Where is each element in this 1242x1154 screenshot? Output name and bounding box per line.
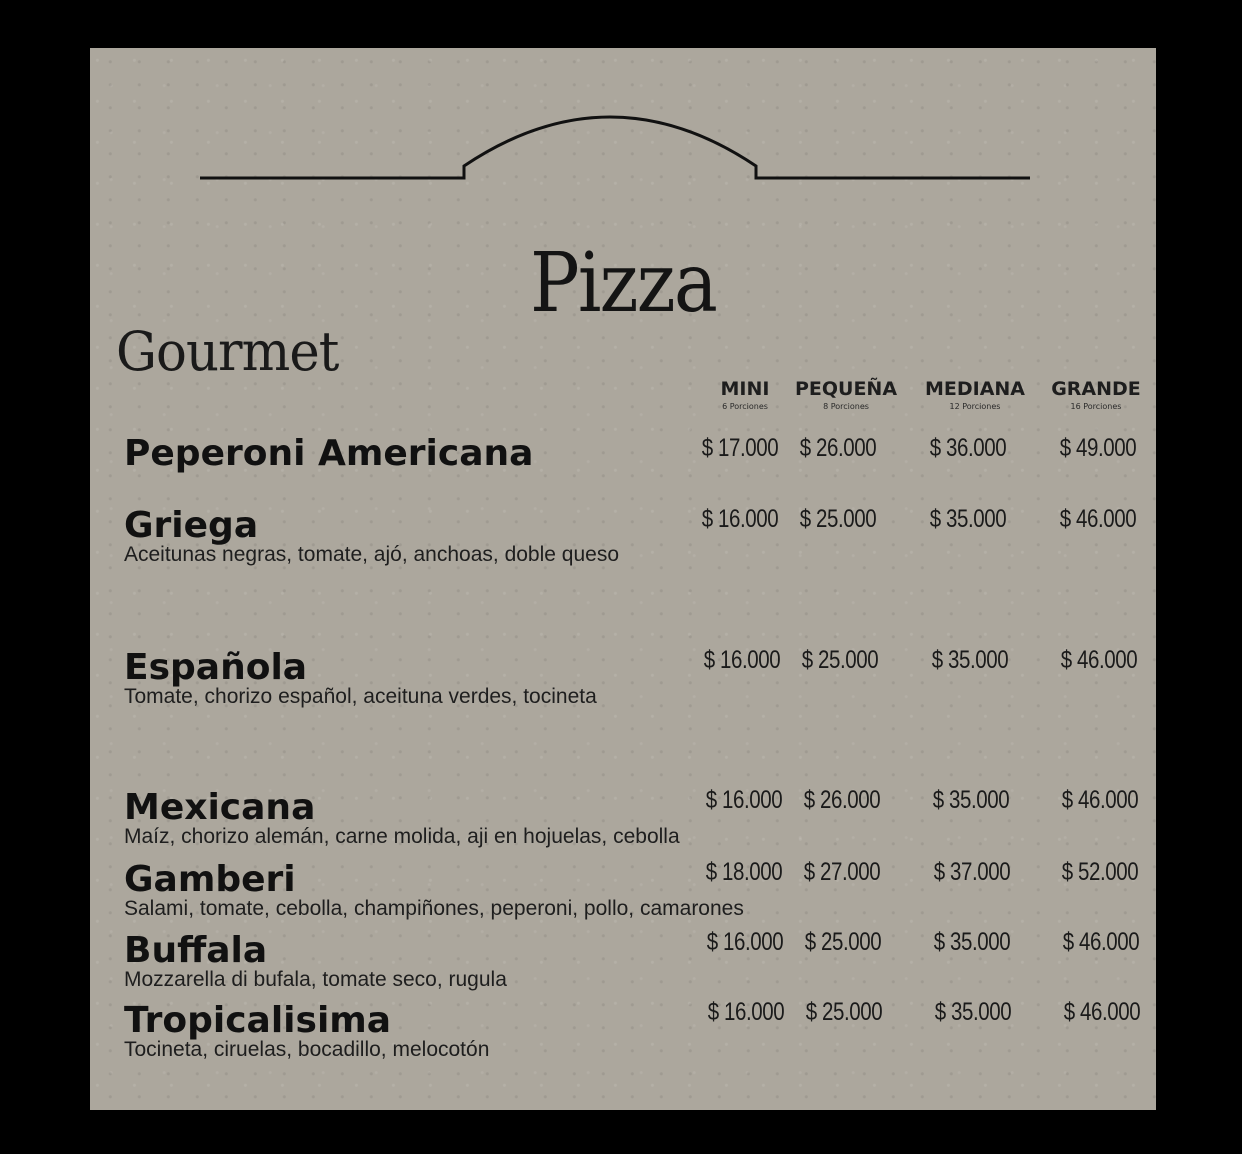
item-name: Peperoni Americana xyxy=(124,433,534,474)
menu-item-tropicalisima xyxy=(124,1001,489,1063)
price-mini: $ 16.000 xyxy=(703,646,781,674)
price-mediana: $ 37.000 xyxy=(933,858,1011,886)
price-mini: $ 16.000 xyxy=(701,505,779,533)
menu-item-gamberi xyxy=(124,860,744,922)
item-description: Maíz, chorizo alemán, carne molida, aji en hojuelas, cebolla xyxy=(124,825,680,848)
price-mediana: $ 35.000 xyxy=(932,786,1010,814)
item-name: Gamberi xyxy=(124,859,296,900)
menu-item-peperoni-americana xyxy=(124,434,533,474)
item-description: Aceitunas negras, tomate, ajó, anchoas, doble queso xyxy=(124,543,619,566)
item-description: Tomate, chorizo español, aceituna verdes, tocineta xyxy=(124,685,597,708)
item-name: Española xyxy=(124,647,308,688)
price-mini: $ 16.000 xyxy=(706,928,784,956)
item-name: Mexicana xyxy=(124,787,316,828)
price-pequena: $ 25.000 xyxy=(804,928,882,956)
price-mediana: $ 36.000 xyxy=(929,434,1007,462)
price-grande: $ 49.000 xyxy=(1059,434,1137,462)
column-portions: 12 Porciones xyxy=(949,402,1001,411)
column-header-grande xyxy=(1036,378,1156,411)
price-pequena: $ 25.000 xyxy=(801,646,879,674)
price-grande: $ 52.000 xyxy=(1061,858,1139,886)
menu-paper xyxy=(90,48,1156,1110)
item-name: Tropicalisima xyxy=(124,1000,392,1041)
price-mini: $ 16.000 xyxy=(707,998,785,1026)
item-name: Griega xyxy=(124,505,259,546)
price-pequena: $ 26.000 xyxy=(799,434,877,462)
price-grande: $ 46.000 xyxy=(1060,646,1138,674)
menu-title: Pizza xyxy=(530,236,717,331)
column-header-mediana xyxy=(915,378,1035,411)
price-grande: $ 46.000 xyxy=(1063,998,1141,1026)
column-label: MEDIANA xyxy=(924,378,1026,400)
item-description: Mozzarella di bufala, tomate seco, rugula xyxy=(124,968,507,991)
menu-item-espanola xyxy=(124,648,597,710)
arch-ornament xyxy=(90,48,1156,248)
column-label: MINI xyxy=(720,378,770,400)
column-portions: 6 Porciones xyxy=(722,402,768,411)
menu-item-buffala xyxy=(124,931,507,993)
price-pequena: $ 26.000 xyxy=(803,786,881,814)
price-mini: $ 16.000 xyxy=(705,786,783,814)
price-mediana: $ 35.000 xyxy=(934,998,1012,1026)
menu-subtitle: Gourmet xyxy=(116,320,339,383)
column-header-pequena xyxy=(786,378,906,411)
price-mediana: $ 35.000 xyxy=(929,505,1007,533)
column-portions: 8 Porciones xyxy=(823,402,869,411)
item-description: Salami, tomate, cebolla, champiñones, peperoni, pollo, camarones xyxy=(124,897,744,920)
item-name: Buffala xyxy=(124,930,268,971)
price-grande: $ 46.000 xyxy=(1059,505,1137,533)
price-pequena: $ 25.000 xyxy=(805,998,883,1026)
price-grande: $ 46.000 xyxy=(1061,786,1139,814)
price-pequena: $ 25.000 xyxy=(799,505,877,533)
menu-item-mexicana xyxy=(124,788,680,850)
price-mini: $ 17.000 xyxy=(701,434,779,462)
price-pequena: $ 27.000 xyxy=(803,858,881,886)
column-label: GRANDE xyxy=(1051,378,1141,400)
menu-item-griega xyxy=(124,506,619,568)
price-mini: $ 18.000 xyxy=(705,858,783,886)
item-description: Tocineta, ciruelas, bocadillo, melocotón xyxy=(124,1038,490,1061)
price-grande: $ 46.000 xyxy=(1062,928,1140,956)
column-portions: 16 Porciones xyxy=(1070,402,1122,411)
price-mediana: $ 35.000 xyxy=(933,928,1011,956)
column-label: PEQUEÑA xyxy=(794,378,898,400)
price-mediana: $ 35.000 xyxy=(931,646,1009,674)
